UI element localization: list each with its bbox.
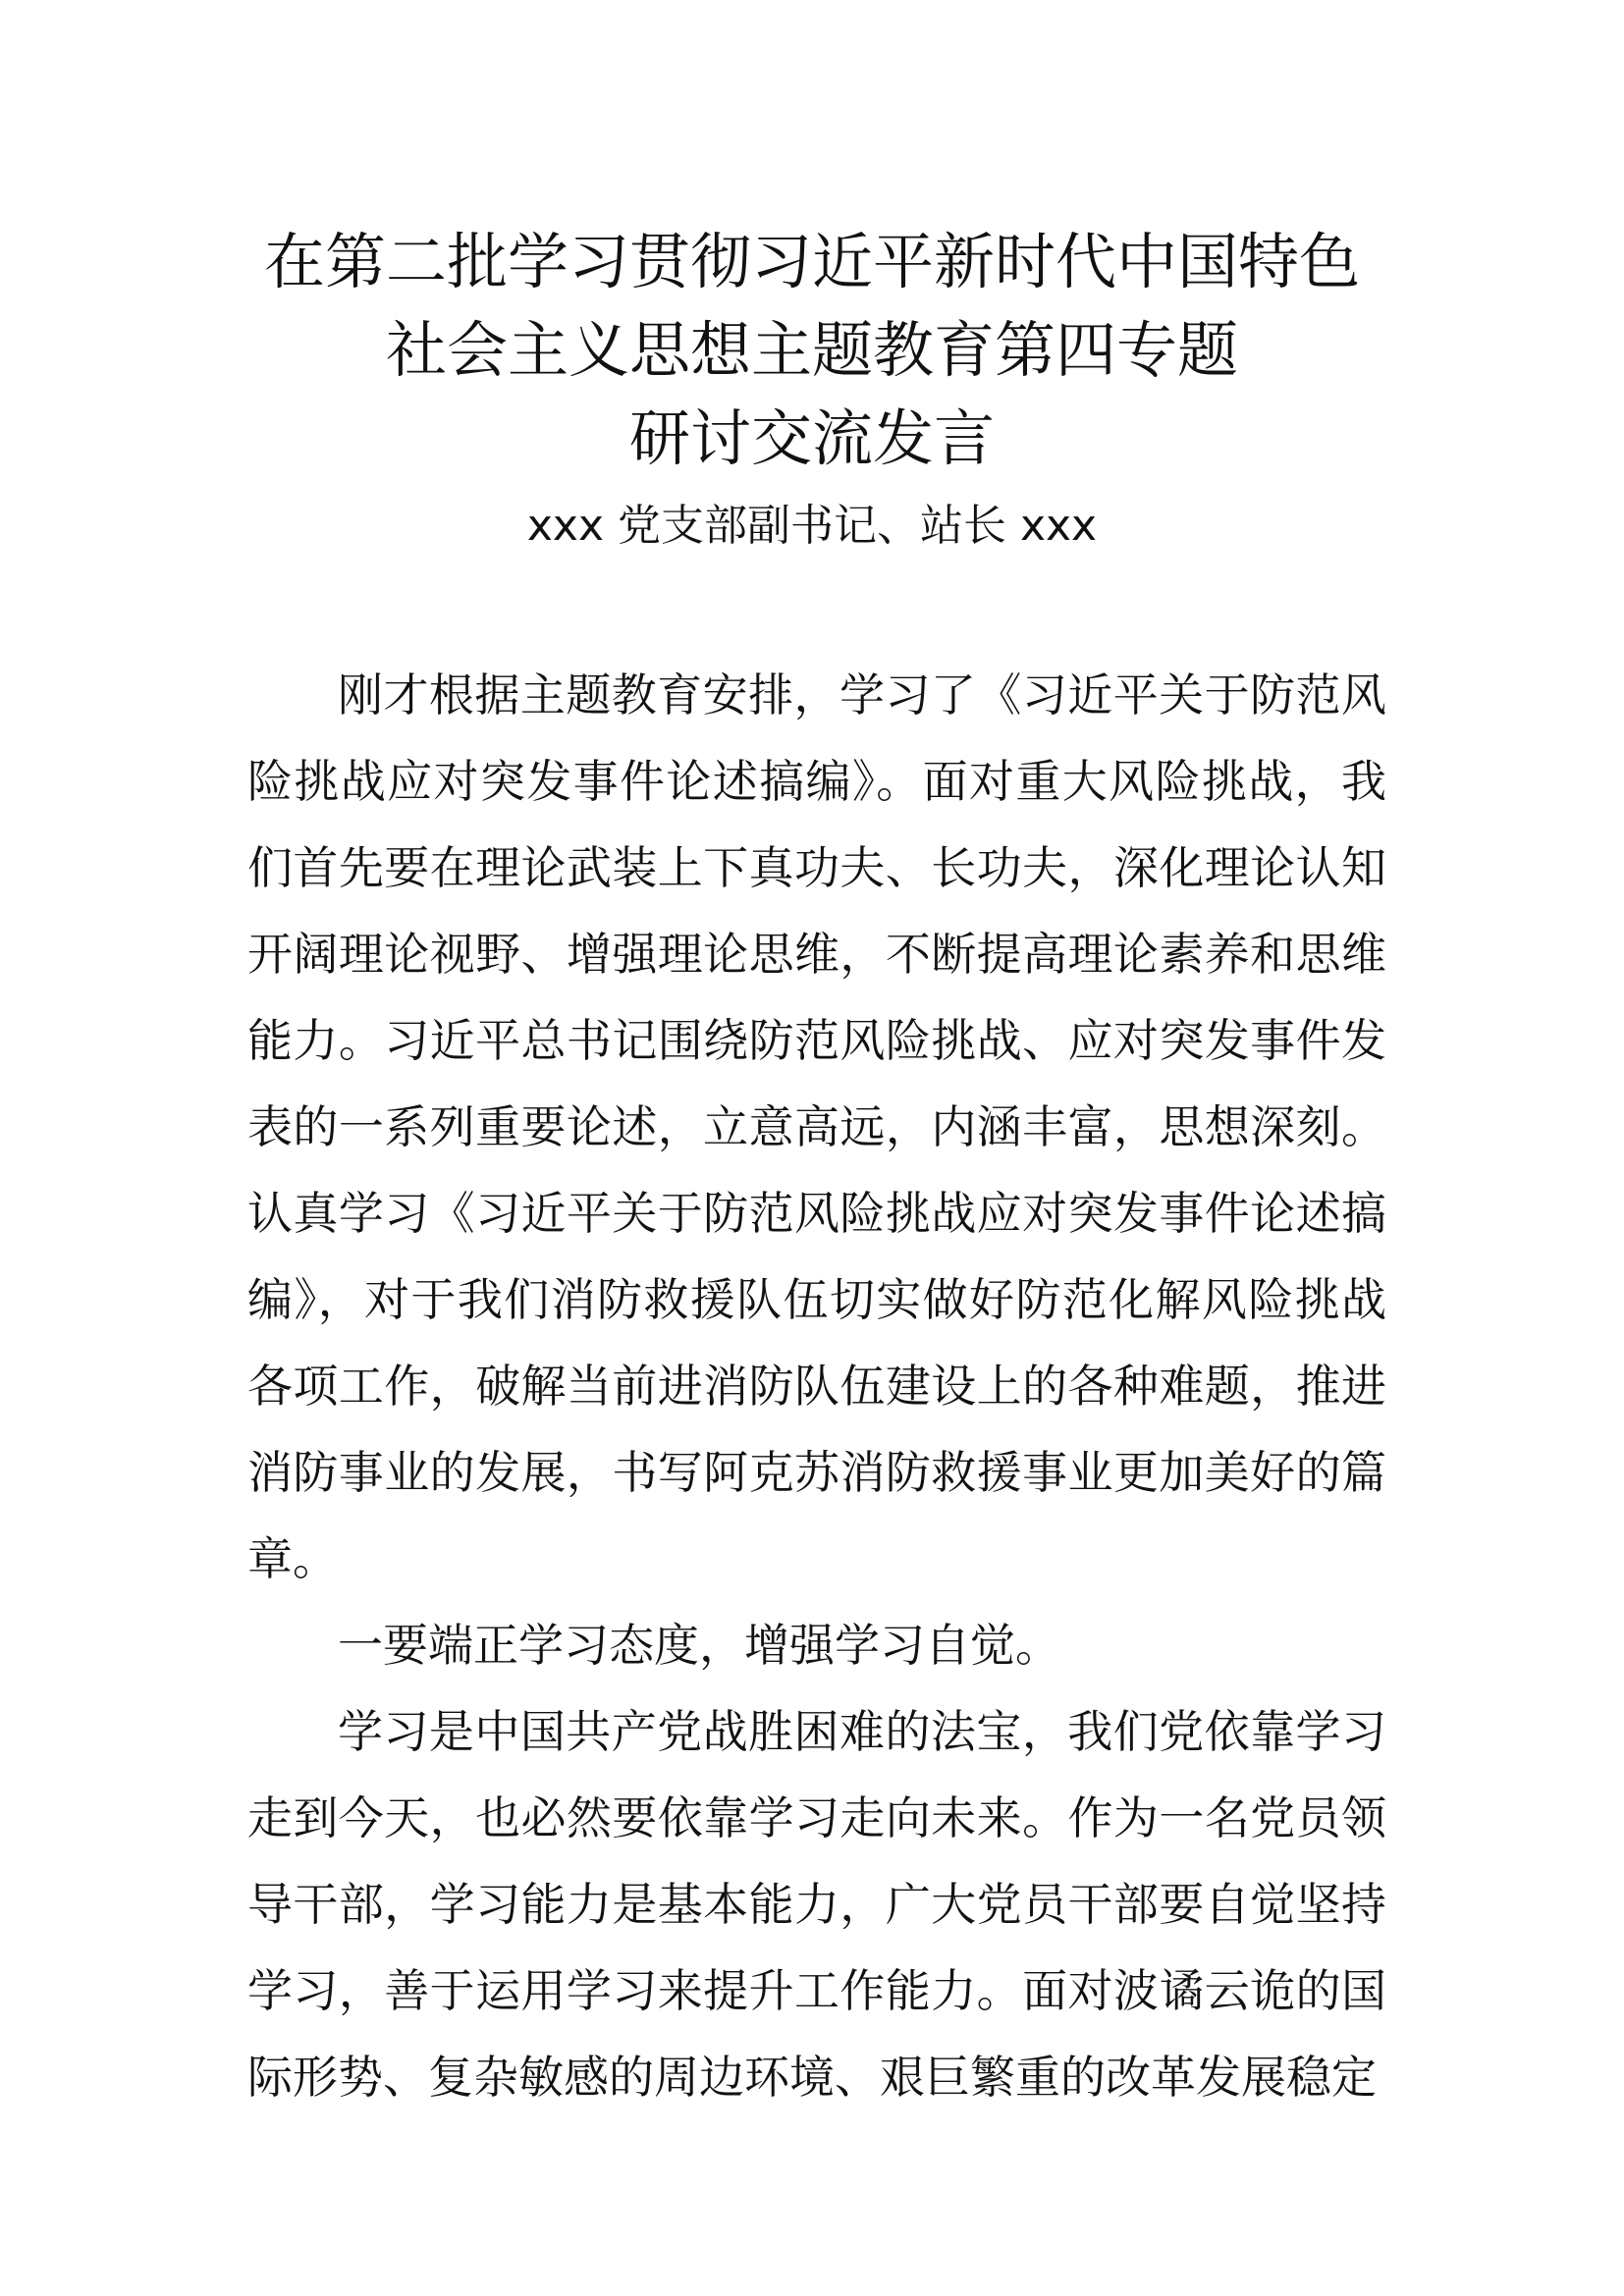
document-title-line-2: 社会主义思想主题教育第四专题 <box>385 314 1238 386</box>
document-title-line-1: 在第二批学习贯彻习近平新时代中国特色 <box>263 226 1360 297</box>
paragraph-heading-1: 一要端正学习态度，增强学习自觉。 <box>338 1619 1060 1672</box>
document-body <box>247 652 1386 2120</box>
author-line: xxx 党支部副书记、站长 xxx <box>526 501 1098 551</box>
title-block <box>196 218 1428 556</box>
paragraph-learning: 学习是中国共产党战胜困难的法宝，我们党依靠学习走到今天，也必然要依靠学习走向未来。作为一名党员领导干部，学习能力是基本能力，广大党员干部要自觉坚持学习，善于运用学习来提升工作能力。面对波谲云诡的国际形势、复杂敏感的周边环境、艰巨繁重的改革发展稳定 <box>247 1705 1386 2104</box>
paragraph-intro: 刚才根据主题教育安排，学习了《习近平关于防范风险挑战应对突发事件论述搞编》。面对重大风险挑战，我们首先要在理论武装上下真功夫、长功夫，深化理论认知开阔理论视野、增强理论思维，不断提高理论素养和思维能力。习近平总书记围绕防范风险挑战、应对突发事件发表的一系列重要论述，立意高远，内涵丰富，思想深刻。认真学习《习近平关于防范风险挑战应对突发事件论述搞编》，对于我们消防救援队伍切实做好防范化解风险挑战各项工作，破解当前进消防队伍建设上的各种难题，推进消防事业的发展，书写阿克苏消防救援事业更加美好的篇章。 <box>247 668 1386 1585</box>
document-title-line-3: 研讨交流发言 <box>628 402 995 474</box>
